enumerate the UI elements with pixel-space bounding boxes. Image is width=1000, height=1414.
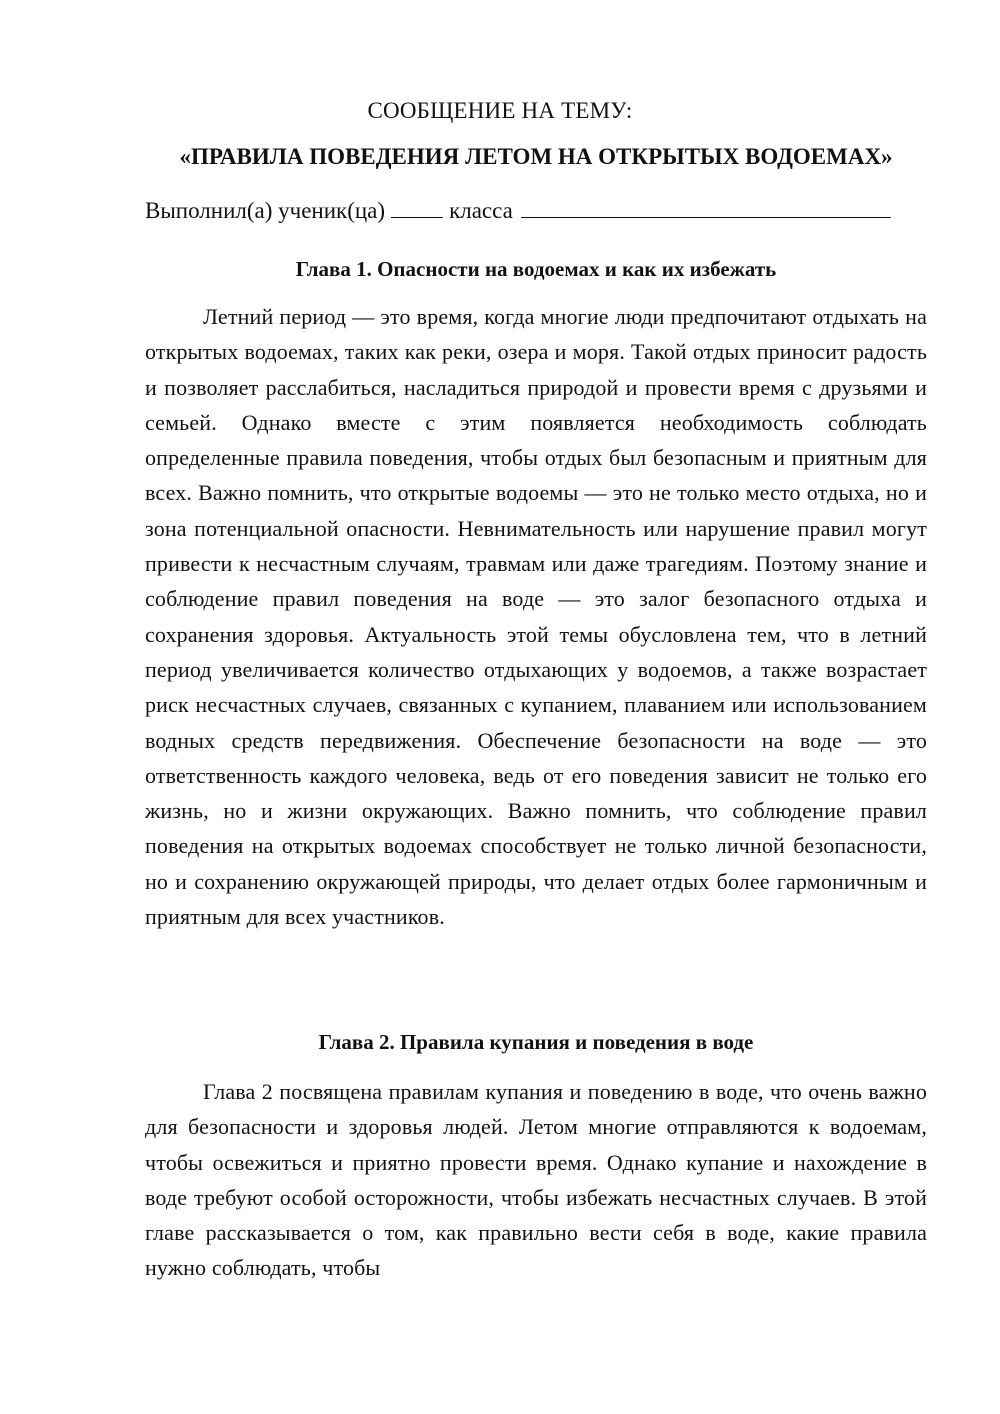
chapter-1-heading: Глава 1. Опасности на водоемах и как их избежать [295,257,777,281]
class-name-blank [521,197,891,218]
class-number-blank [391,197,443,218]
document-subtitle: «ПРАВИЛА ПОВЕДЕНИЯ ЛЕТОМ НА ОТКРЫТЫХ ВОДОЕМАХ» [179,144,893,169]
author-line [145,196,891,226]
chapter-1-paragraph: Летний период — это время, когда многие люди предпочитают отдыхать на открытых водоемах, таких как реки, озера и моря. Такой отдых приносит радость и позволяет расслабиться, насладиться природой и провести время с друзьями и семьей. Однако вместе с этим появляется необходимость соблюдать определенные правила поведения, чтобы отдых был безопасным и приятным для всех. Важно помнить, что открытые водоемы — это не только место отдыха, но и зона потенциальной опасности. Невнимательность или нарушение правил могут привести к несчастным случаям, травмам или даже трагедиям. Поэтому знание и соблюдение правил поведения на воде — это залог безопасного отдыха и сохранения здоровья. Актуальность этой темы обусловлена тем, что в летний период увеличивается количество отдыхающих у водоемов, а также возрастает риск несчастных случаев, связанных с купанием, плаванием или использованием водных средств передвижения. Обеспечение безопасности на воде — это ответственность каждого человека, ведь от его поведения зависит не только его жизнь, но и жизни окружающих. Важно помнить, что соблюдение правил поведения на открытых водоемах способствует не только личной безопасности, но и сохранению окружающей природы, что делает отдых более гармоничным и приятным для всех участников. [145,304,927,930]
chapter-2-heading: Глава 2. Правила купания и поведения в воде [318,1030,754,1054]
document-title: СООБЩЕНИЕ НА ТЕМУ: [367,98,633,123]
author-class-label: класса [449,198,513,223]
chapter-2-paragraph: Глава 2 посвящена правилам купания и поведению в воде, что очень важно для безопасности и здоровья людей. Летом многие отправляются к водоемам, чтобы освежиться и приятно провести время. Однако купание и нахождение в воде требуют особой осторожности, чтобы избежать несчастных случаев. В этой главе рассказывается о том, как правильно вести себя в воде, какие правила нужно соблюдать, чтобы [145,1079,927,1281]
author-prefix: Выполнил(а) ученик(ца) [145,198,386,223]
